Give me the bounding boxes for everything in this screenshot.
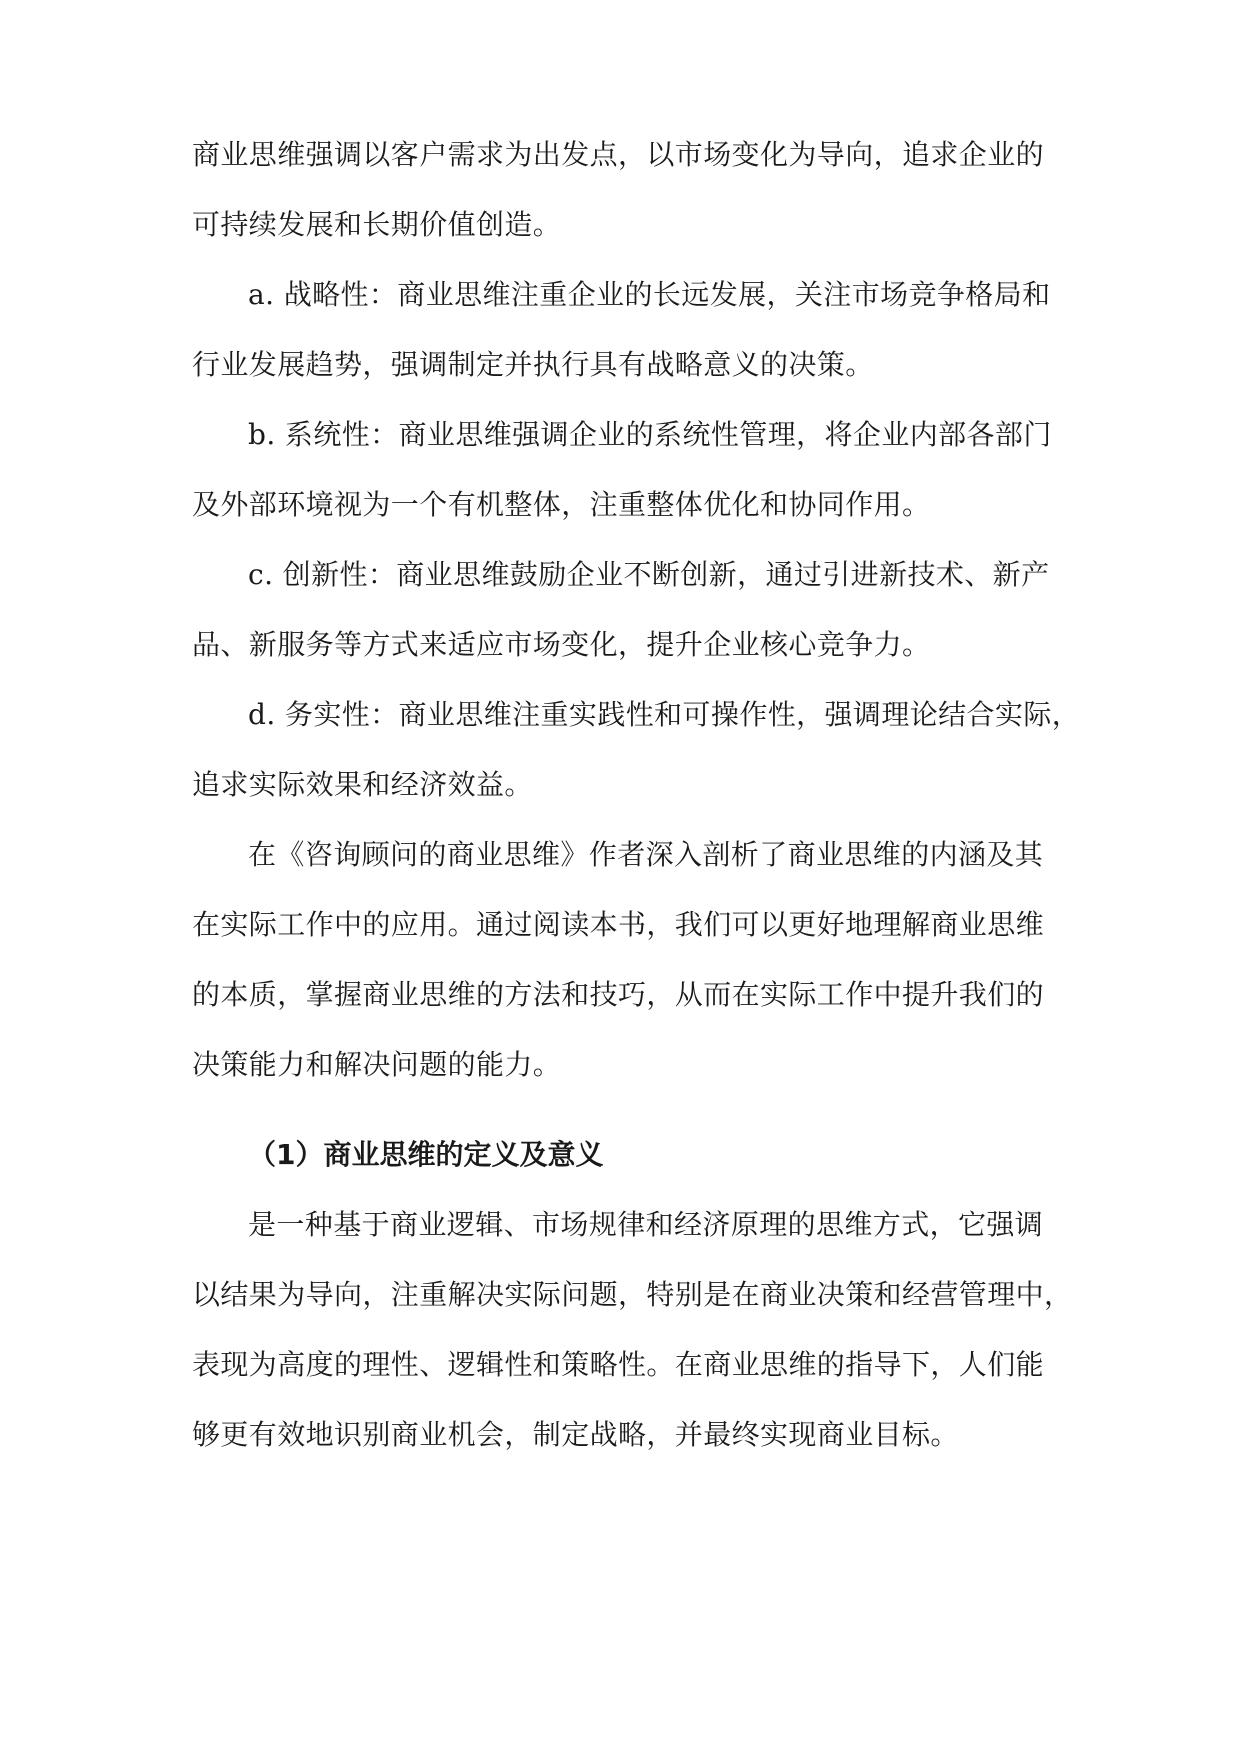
paragraph-line: 表现为高度的理性、逻辑性和策略性。在商业思维的指导下，人们能	[192, 1348, 1045, 1381]
paragraph-line: 决策能力和解决问题的能力。	[192, 1048, 562, 1081]
paragraph-line: 品、新服务等方式来适应市场变化，提升企业核心竞争力。	[192, 628, 931, 661]
paragraph-line: 够更有效地识别商业机会，制定战略，并最终实现商业目标。	[192, 1418, 959, 1451]
paragraph-line: 及外部环境视为一个有机整体，注重整体优化和协同作用。	[192, 488, 931, 521]
paragraph-line: d. 务实性：商业思维注重实践性和可操作性，强调理论结合实际，	[248, 698, 1081, 731]
paragraph-line: 商业思维强调以客户需求为出发点，以市场变化为导向，追求企业的	[192, 138, 1045, 171]
paragraph-line: 行业发展趋势，强调制定并执行具有战略意义的决策。	[192, 348, 874, 381]
section-heading: （1）商业思维的定义及意义	[248, 1138, 604, 1171]
paragraph-line: 以结果为导向，注重解决实际问题，特别是在商业决策和经营管理中，	[192, 1278, 1073, 1311]
paragraph-line: b. 系统性：商业思维强调企业的系统性管理，将企业内部各部门	[248, 418, 1052, 451]
paragraph-line: 是一种基于商业逻辑、市场规律和经济原理的思维方式，它强调	[248, 1208, 1044, 1241]
paragraph-line: a. 战略性：商业思维注重企业的长远发展，关注市场竞争格局和	[248, 278, 1051, 311]
paragraph-line: 在《咨询顾问的商业思维》作者深入剖析了商业思维的内涵及其	[248, 838, 1044, 871]
paragraph-line: 的本质，掌握商业思维的方法和技巧，从而在实际工作中提升我们的	[192, 978, 1045, 1011]
paragraph-line: 可持续发展和长期价值创造。	[192, 208, 562, 241]
paragraph-line: 追求实际效果和经济效益。	[192, 768, 533, 801]
paragraph-line: 在实际工作中的应用。通过阅读本书，我们可以更好地理解商业思维	[192, 908, 1045, 941]
paragraph-line: c. 创新性：商业思维鼓励企业不断创新，通过引进新技术、新产	[248, 558, 1050, 591]
